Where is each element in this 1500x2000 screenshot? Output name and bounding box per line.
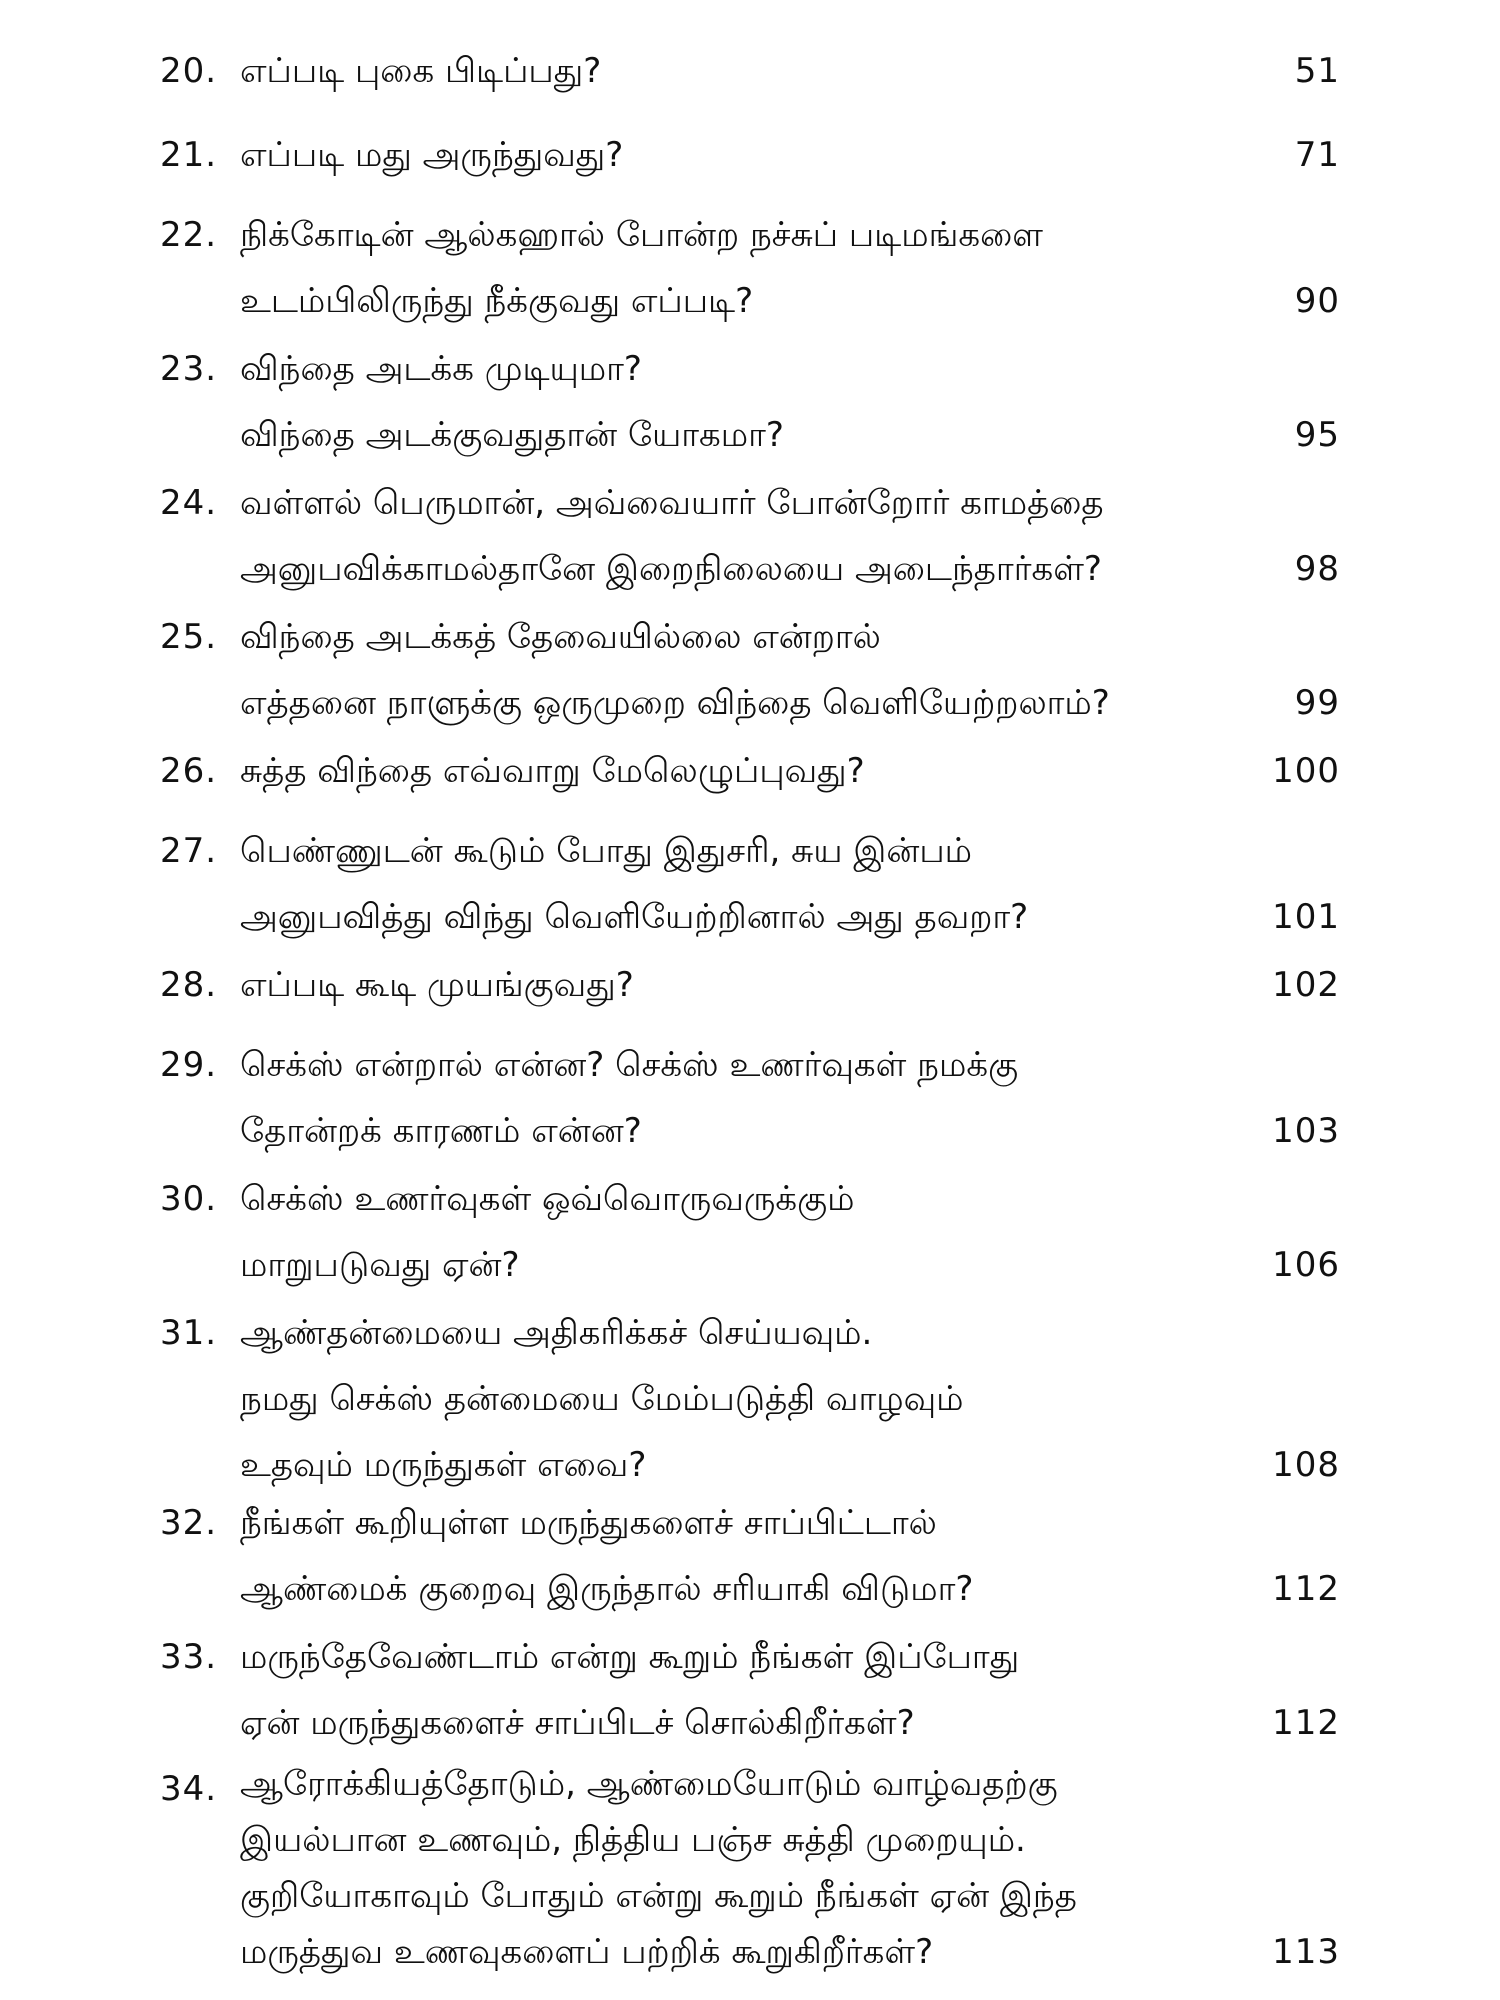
entry-page-number: 98 (1294, 549, 1340, 589)
entry-number: 20. (160, 51, 218, 91)
entry-title (240, 604, 1260, 736)
entry-title (240, 202, 1260, 334)
entry-title-line: எத்தனை நாளுக்கு ஒருமுறை விந்தை வெளியேற்றலாம்? (240, 683, 1110, 723)
entry-title-line: ஆண்மைக் குறைவு இருந்தால் சரியாகி விடுமா? (240, 1569, 974, 1609)
entry-title-line: விந்தை அடக்கத் தேவையில்லை என்றால் (240, 617, 881, 657)
entry-number: 32. (160, 1503, 218, 1543)
entry-title (240, 1032, 1260, 1164)
entry-title-line: எப்படி புகை பிடிப்பது? (240, 51, 602, 91)
entry-number: 22. (160, 215, 218, 255)
entry-number: 31. (160, 1313, 218, 1353)
entry-page-number: 99 (1294, 683, 1340, 723)
entry-title-line: மருத்துவ உணவுகளைப் பற்றிக் கூறுகிறீர்கள்? (240, 1932, 934, 1972)
entry-title-line: வள்ளல் பெருமான், அவ்வையார் போன்றோர் காமத்தை (240, 483, 1104, 523)
entry-title (240, 1300, 1260, 1498)
entry-title-line: ஆரோக்கியத்தோடும், ஆண்மையோடும் வாழ்வதற்கு (240, 1764, 1058, 1804)
entry-page-number: 101 (1272, 897, 1340, 937)
entry-title (240, 470, 1260, 602)
entry-title (240, 818, 1260, 950)
entry-number: 25. (160, 617, 218, 657)
entry-title-line: விந்தை அடக்குவதுதான் யோகமா? (240, 415, 784, 455)
entry-title (240, 336, 1260, 468)
entry-page-number: 112 (1272, 1703, 1340, 1743)
entry-title (240, 738, 1260, 804)
entry-page-number: 71 (1294, 135, 1340, 175)
entry-number: 30. (160, 1179, 218, 1219)
entry-title (240, 1624, 1260, 1756)
entry-title-line: நிக்கோடின் ஆல்கஹால் போன்ற நச்சுப் படிமங்களை (240, 215, 1043, 255)
entry-title-line: சுத்த விந்தை எவ்வாறு மேலெழுப்புவது? (240, 751, 865, 791)
entry-title-line: உதவும் மருந்துகள் எவை? (240, 1445, 647, 1485)
entry-page-number: 112 (1272, 1569, 1340, 1609)
entry-title (240, 1756, 1260, 1980)
entry-title-line: ஏன் மருந்துகளைச் சாப்பிடச் சொல்கிறீர்கள்? (240, 1703, 915, 1743)
entry-number: 29. (160, 1045, 218, 1085)
entry-page-number: 95 (1294, 415, 1340, 455)
entry-number: 26. (160, 751, 218, 791)
entry-number: 33. (160, 1637, 218, 1677)
entry-page-number: 108 (1272, 1445, 1340, 1485)
entry-title-line: உடம்பிலிருந்து நீக்குவது எப்படி? (240, 281, 754, 321)
entry-number: 23. (160, 349, 218, 389)
entry-page-number: 102 (1272, 965, 1340, 1005)
entry-title-line: எப்படி மது அருந்துவது? (240, 135, 624, 175)
entry-title-line: பெண்ணுடன் கூடும் போது இதுசரி, சுய இன்பம் (240, 831, 972, 871)
entry-page-number: 113 (1272, 1932, 1340, 1972)
entry-title (240, 1166, 1260, 1298)
entry-title-line: விந்தை அடக்க முடியுமா? (240, 349, 642, 389)
entry-page-number: 106 (1272, 1245, 1340, 1285)
entry-number: 28. (160, 965, 218, 1005)
entry-title-line: நீங்கள் கூறியுள்ள மருந்துகளைச் சாப்பிட்டால் (240, 1503, 937, 1543)
entry-title-line: அனுபவித்து விந்து வெளியேற்றினால் அது தவறா? (240, 897, 1029, 937)
entry-page-number: 51 (1294, 51, 1340, 91)
entry-number: 27. (160, 831, 218, 871)
entry-page-number: 103 (1272, 1111, 1340, 1151)
entry-title-line: குறியோகாவும் போதும் என்று கூறும் நீங்கள் ஏன் இந்த (240, 1876, 1077, 1916)
entry-page-number: 100 (1272, 751, 1340, 791)
entry-title-line: அனுபவிக்காமல்தானே இறைநிலையை அடைந்தார்கள்? (240, 549, 1102, 589)
entry-number: 24. (160, 483, 218, 523)
entry-title-line: தோன்றக் காரணம் என்ன? (240, 1111, 642, 1151)
entry-title-line: செக்ஸ் உணர்வுகள் ஒவ்வொருவருக்கும் (240, 1179, 855, 1219)
entry-title-line: இயல்பான உணவும், நித்திய பஞ்ச சுத்தி முறையும். (240, 1820, 1026, 1860)
entry-title-line: மாறுபடுவது ஏன்? (240, 1245, 520, 1285)
entry-title-line: செக்ஸ் என்றால் என்ன? செக்ஸ் உணர்வுகள் நமக்கு (240, 1045, 1019, 1085)
entry-page-number: 90 (1294, 281, 1340, 321)
entry-title (240, 1490, 1260, 1622)
entry-title-line: ஆண்தன்மையை அதிகரிக்கச் செய்யவும். (240, 1313, 873, 1353)
entry-title (240, 952, 1260, 1018)
entry-title-line: நமது செக்ஸ் தன்மையை மேம்படுத்தி வாழவும் (240, 1379, 964, 1419)
entry-title (240, 38, 1260, 104)
entry-number: 34. (160, 1769, 218, 1809)
entry-number: 21. (160, 135, 218, 175)
entry-title (240, 122, 1260, 188)
entry-title-line: எப்படி கூடி முயங்குவது? (240, 965, 634, 1005)
entry-title-line: மருந்தேவேண்டாம் என்று கூறும் நீங்கள் இப்போது (240, 1637, 1020, 1677)
